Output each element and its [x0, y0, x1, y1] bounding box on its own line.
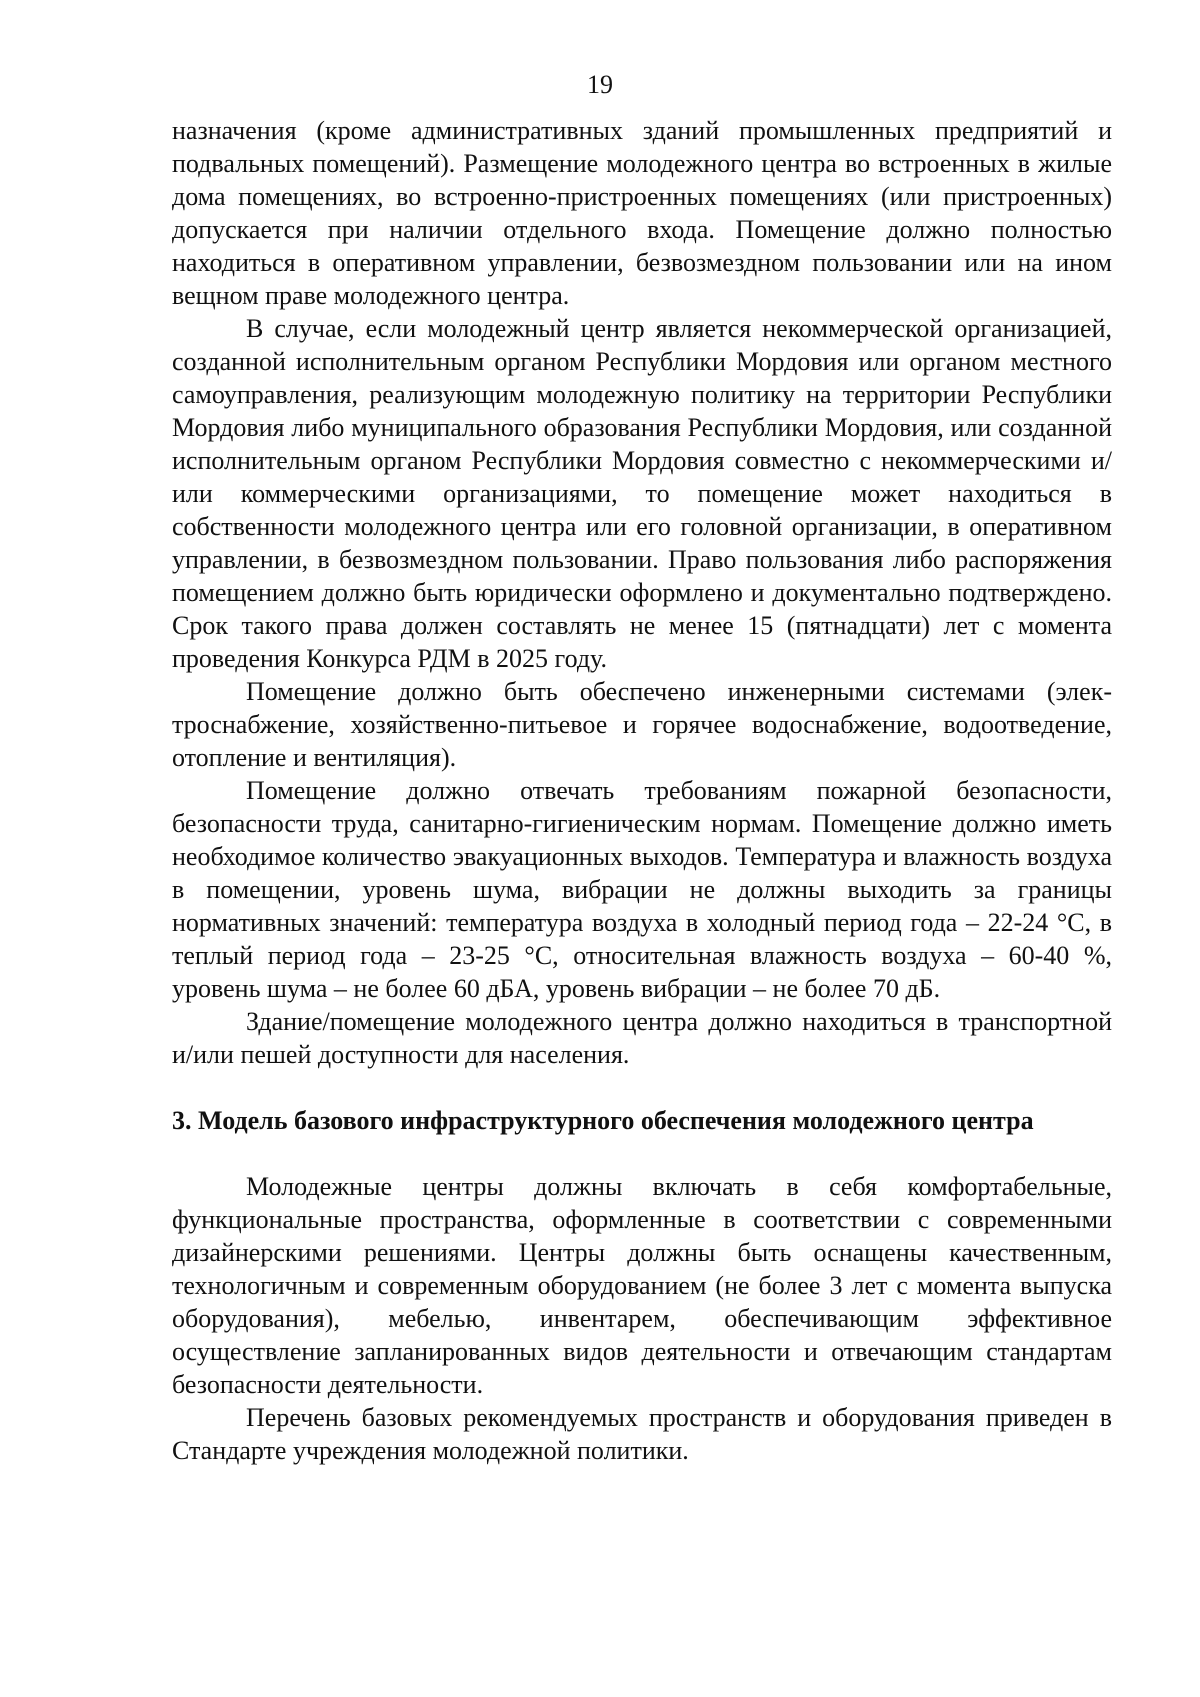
document-body [172, 114, 1112, 1467]
page-number: 19 [587, 70, 613, 99]
paragraph-accessibility: Здание/помещение молодежного центра должно находиться в транспортной и/или пешей доступности для населения. [172, 1007, 1112, 1069]
section-heading: 3. Модель базового инфраструктурного обеспечения молодежного центра [172, 1106, 1034, 1135]
paragraph-ownership: В случае, если молодежный центр является некоммерческой организацией, созданной исполнительным органом Республики Мордовия или органом местного самоуправления, реализующим молодежную политику на территории Республики Мордовия либо муниципального образования Республики Мордовия, или созданной исполнительным органом Республики Мордовия совместно с некоммерческими и/или коммерческими организациями, то помещение может находиться в собственности молодежного центра или его головной организации, в оперативном управлении, в безвозмездном пользовании. Право пользования либо распоряжения помещением должно быть юридически оформлено и документально подтверждено. Срок такого права должен составлять не менее 15 (пятнадцати) лет с момента проведения Конкурса РДМ в 2025 году. [172, 314, 1112, 673]
paragraph-premises-purpose: назначения (кроме административных зданий промышленных предприятий и подвальных помещений). Размещение молодежного центра во встроенных в жилые дома помещениях, во встроенно-пристроенных помещениях (или пристроенных) допускается при наличии отдельного входа. Помещение должно полностью находиться в оперативном управлении, безвозмездном пользовании или на ином вещном праве молодежного центра. [172, 116, 1112, 310]
paragraph-safety-requirements: Помещение должно отвечать требованиям пожарной безопасности, безопасности труда, санитарно-гигиеническим нормам. Помещение должно иметь необходимое количество эвакуационных выходов. Температура и влажность воздуха в помещении, уровень шума, вибрации не должны выходить за границы нормативных значений: температура воздуха в холодный период года – 22-24 °С, в теплый период года – 23-25 °С, относительная влажность воздуха – 60-40 %, уровень шума – не более 60 дБА, уровень вибрации – не более 70 дБ. [172, 776, 1112, 1003]
paragraph-spaces-equipment: Молодежные центры должны включать в себя комфортабельные, функциональные пространства, оформленные в соответствии с современными дизайнерскими решениями. Центры должны быть оснащены качественным, технологичным и современным оборудованием (не более 3 лет с момента выпуска оборудования), мебелью, инвентарем, обеспечивающим эффективное осуществление запланированных видов деятельности и отвечающим стандартам безопасности деятельности. [172, 1172, 1112, 1399]
paragraph-standard-reference: Перечень базовых рекомендуемых пространств и оборудования приведен в Стандарте учреждения молодежной политики. [172, 1403, 1112, 1465]
paragraph-engineering-systems: Помещение должно быть обеспечено инженерными системами (электроснабжение, хозяйственно-питьевое и горячее водоснабжение, водоотведение, отопление и вентиляция). [172, 677, 1112, 772]
